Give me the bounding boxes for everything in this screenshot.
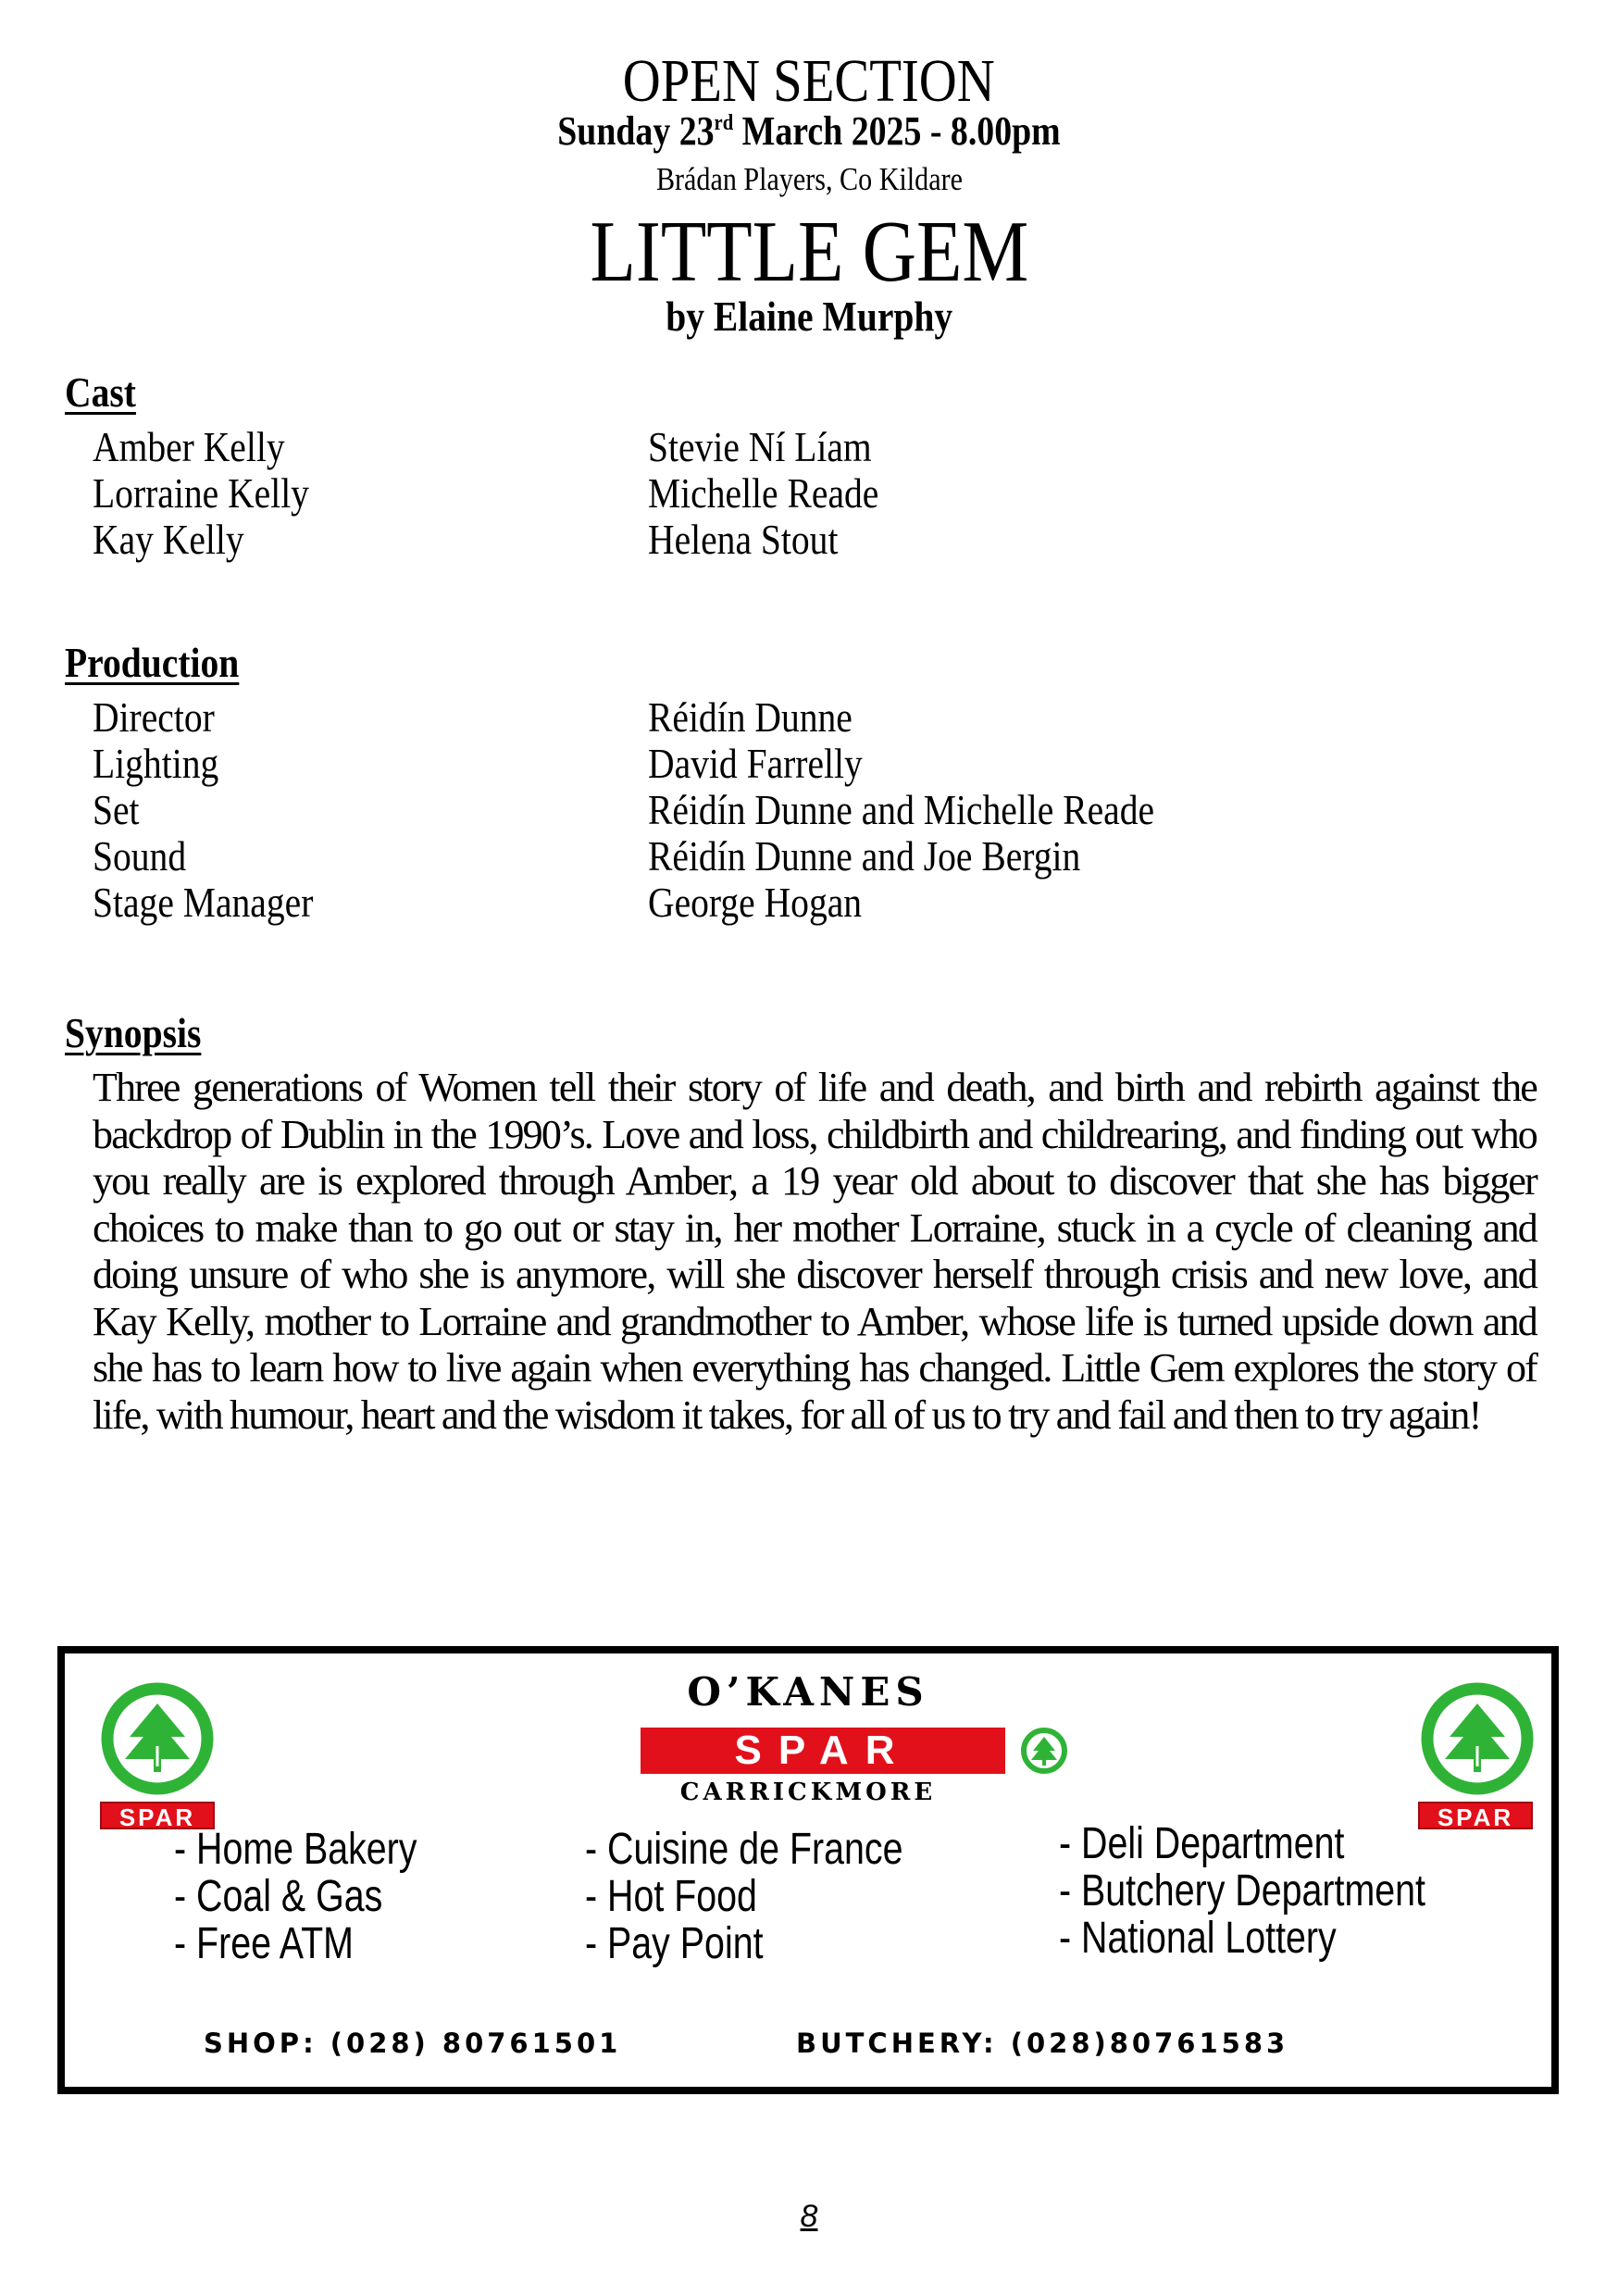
date-ordinal: rd [714,111,734,135]
synopsis-heading: Synopsis [65,1009,202,1056]
store-name: O’KANES [687,1669,929,1715]
cast-member: Michelle Reade [648,469,879,517]
show-date: Sunday 23rd March 2025 - 8.00pm [557,108,1061,154]
cast-member: Amber Kelly [93,423,285,470]
cast-heading: Cast [65,368,136,416]
section-title: OPEN SECTION [622,47,996,115]
production-name: Réidín Dunne and Joe Bergin [648,832,1081,880]
service-item: - Coal & Gas [174,1872,383,1921]
spar-logo-label-right: SPAR [1418,1802,1533,1829]
spar-advert [57,1646,1559,2094]
service-item: - Deli Department [1059,1819,1345,1868]
company-name: Brádan Players, Co Kildare [655,161,963,197]
butchery-phone: BUTCHERY: (028)80761583 [796,2028,1289,2059]
production-role: Sound [93,832,187,880]
production-role: Director [93,693,215,741]
store-town: CARRICKMORE [679,1778,937,1806]
cast-member: Kay Kelly [93,516,244,563]
shop-phone: SHOP: (028) 80761501 [204,2028,622,2059]
production-role: Lighting [93,740,219,787]
service-item: - Free ATM [174,1919,354,1968]
production-name: Réidín Dunne [648,693,853,741]
spar-small-tree-icon [1020,1727,1068,1779]
service-item: - Home Bakery [174,1825,417,1874]
spar-logo-label-left: SPAR [100,1802,215,1829]
production-name: David Farrelly [648,740,863,787]
spar-brand-bar: SPAR [641,1728,1005,1774]
production-role: Stage Manager [93,879,314,926]
service-item: - National Lottery [1059,1914,1337,1963]
production-role: Set [93,786,140,833]
service-item: - Hot Food [585,1872,757,1921]
production-name: Réidín Dunne and Michelle Reade [648,786,1155,833]
cast-member: Lorraine Kelly [93,469,309,517]
service-item: - Cuisine de France [585,1825,903,1874]
production-heading: Production [65,639,240,686]
production-name: George Hogan [648,879,863,926]
play-author: by Elaine Murphy [666,293,952,340]
cast-member: Helena Stout [648,516,839,563]
synopsis-text: Three generations of Women tell their story of life and death, and birth and rebirth against the backdrop of Dublin in the 1990’s. Love and loss, childbirth and childrearing, and finding out who you really are is explored through Amber, a 19 year old about to discover that she has bigger choices to make than to go out or stay in, her mother Lorraine, stuck in a cycle of cleaning and doing unsure of who she is anymore, will she discover herself through crisis and new love, and Kay Kelly, mother to Lorraine and grandmother to Amber, whose life is turned upside down and she has to learn how to live again when everything has changed. Little Gem explores the story of life, with humour, heart and the wisdom it takes, for all of us to try and fail and then to try again! [93,1065,1537,1438]
play-title: LITTLE GEM [590,204,1028,300]
cast-member: Stevie Ní Líam [648,423,872,470]
page-number: 8 [800,2199,818,2234]
service-item: - Butchery Department [1059,1866,1425,1915]
service-item: - Pay Point [585,1919,764,1968]
